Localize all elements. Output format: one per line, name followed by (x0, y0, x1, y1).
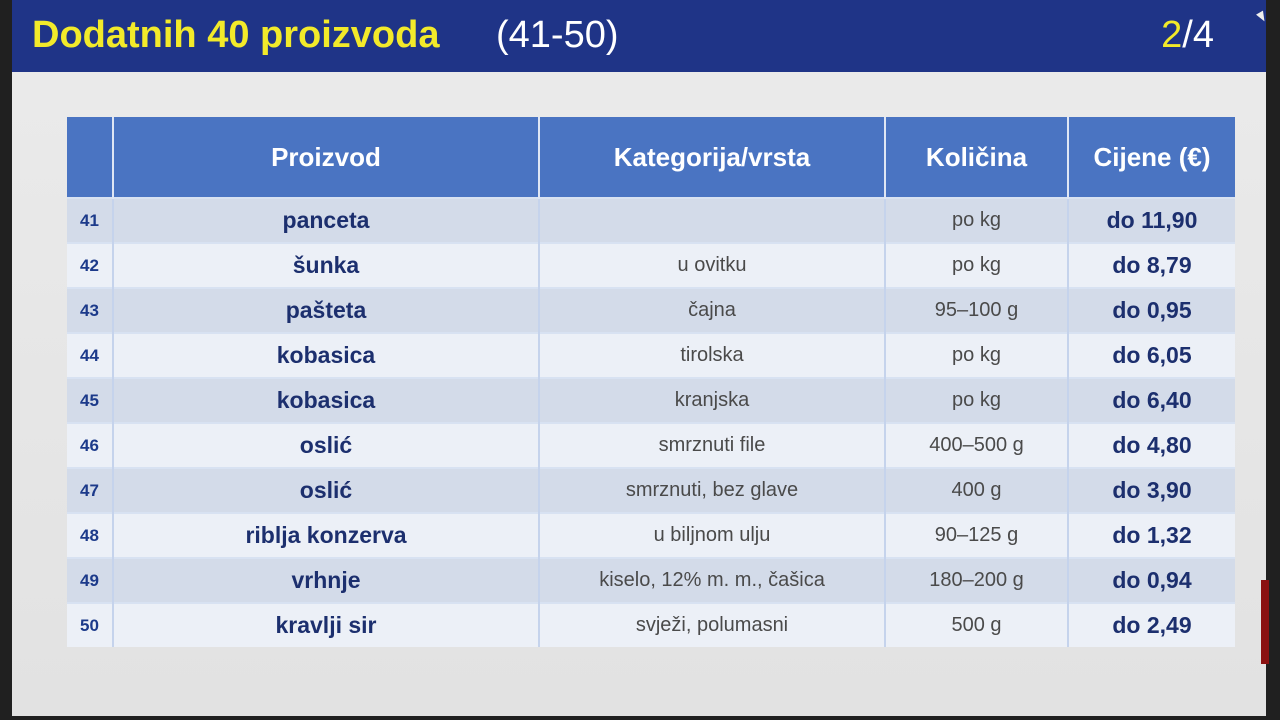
header-quantity: Količina (885, 117, 1068, 198)
page-current: 2 (1161, 14, 1183, 56)
product-quantity: 90–125 g (885, 513, 1068, 558)
product-name: kobasica (113, 333, 539, 378)
header-product: Proizvod (113, 117, 539, 198)
table-row (67, 198, 1235, 243)
product-category: tirolska (539, 333, 885, 378)
table-row (67, 288, 1235, 333)
product-category: smrznuti file (539, 423, 885, 468)
product-quantity: po kg (885, 333, 1068, 378)
product-category: u biljnom ulju (539, 513, 885, 558)
product-quantity: 180–200 g (885, 558, 1068, 603)
product-name: kravlji sir (113, 603, 539, 647)
product-name: vrhnje (113, 558, 539, 603)
table-row (67, 558, 1235, 603)
row-number: 41 (67, 198, 113, 243)
slide-range: (41-50) (496, 14, 619, 56)
product-category: u ovitku (539, 243, 885, 288)
row-number: 42 (67, 243, 113, 288)
product-name: pašteta (113, 288, 539, 333)
table-header-row (67, 117, 1235, 198)
product-quantity: 500 g (885, 603, 1068, 647)
product-category: smrznuti, bez glave (539, 468, 885, 513)
page-total: 4 (1192, 14, 1214, 56)
page-separator: / (1182, 14, 1193, 56)
product-quantity: po kg (885, 243, 1068, 288)
product-price: do 0,94 (1068, 558, 1235, 603)
product-quantity: 95–100 g (885, 288, 1068, 333)
product-category: kiselo, 12% m. m., čašica (539, 558, 885, 603)
product-name: oslić (113, 423, 539, 468)
product-price: do 4,80 (1068, 423, 1235, 468)
row-number: 50 (67, 603, 113, 647)
product-name: kobasica (113, 378, 539, 423)
product-quantity: 400–500 g (885, 423, 1068, 468)
table-row (67, 378, 1235, 423)
table-row (67, 333, 1235, 378)
product-category (539, 198, 885, 243)
product-name: panceta (113, 198, 539, 243)
product-price: do 2,49 (1068, 603, 1235, 647)
product-price: do 11,90 (1068, 198, 1235, 243)
slide-title: Dodatnih 40 proizvoda (32, 14, 440, 56)
row-number: 44 (67, 333, 113, 378)
presentation-slide (12, 0, 1266, 716)
header-price: Cijene (€) (1068, 117, 1235, 198)
product-category: kranjska (539, 378, 885, 423)
product-price: do 8,79 (1068, 243, 1235, 288)
row-number: 43 (67, 288, 113, 333)
product-quantity: po kg (885, 378, 1068, 423)
table-row (67, 243, 1235, 288)
product-name: riblja konzerva (113, 513, 539, 558)
row-number: 46 (67, 423, 113, 468)
product-category: čajna (539, 288, 885, 333)
product-price: do 1,32 (1068, 513, 1235, 558)
table-row (67, 468, 1235, 513)
table-row (67, 513, 1235, 558)
product-category: svježi, polumasni (539, 603, 885, 647)
product-quantity: 400 g (885, 468, 1068, 513)
table-row (67, 423, 1235, 468)
header-number (67, 117, 113, 198)
header-category: Kategorija/vrsta (539, 117, 885, 198)
price-table (67, 117, 1235, 647)
row-number: 47 (67, 468, 113, 513)
product-price: do 6,40 (1068, 378, 1235, 423)
title-bar (12, 0, 1266, 72)
table-row (67, 603, 1235, 647)
product-name: oslić (113, 468, 539, 513)
product-price: do 6,05 (1068, 333, 1235, 378)
row-number: 48 (67, 513, 113, 558)
row-number: 45 (67, 378, 113, 423)
product-quantity: po kg (885, 198, 1068, 243)
scroll-indicator[interactable] (1261, 580, 1269, 664)
product-name: šunka (113, 243, 539, 288)
product-price: do 0,95 (1068, 288, 1235, 333)
page-counter (1161, 14, 1214, 57)
product-price: do 3,90 (1068, 468, 1235, 513)
row-number: 49 (67, 558, 113, 603)
